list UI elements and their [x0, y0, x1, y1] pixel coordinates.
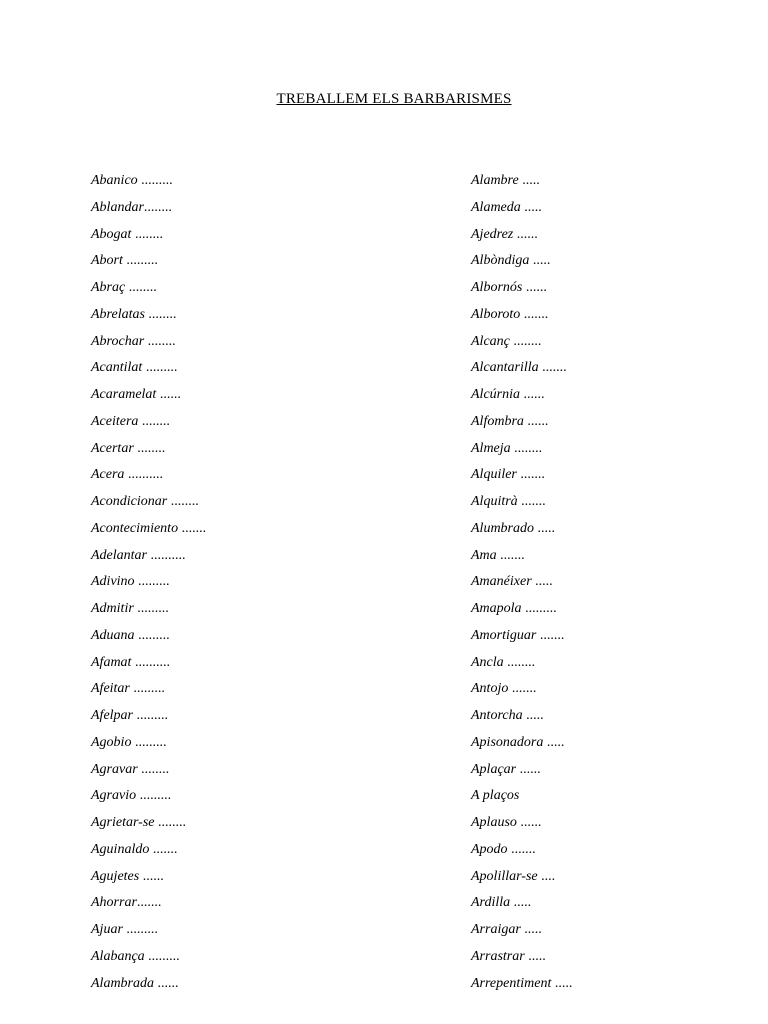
word-text: Alambrada [91, 975, 154, 991]
word-text: Aguinaldo [91, 841, 150, 857]
answer-blank-dots: ......... [144, 948, 180, 964]
answer-blank-dots: ..... [520, 199, 542, 215]
word-text: Afamat [91, 654, 132, 670]
answer-blank-dots: ......... [122, 922, 158, 937]
answer-blank-dots: ...... [154, 975, 179, 991]
word-entry [91, 920, 206, 947]
answer-blank-dots: ........ [510, 440, 543, 456]
word-text: Ajedrez [471, 226, 514, 242]
word-text: Alumbrado [471, 520, 534, 536]
word-entry [91, 492, 206, 519]
answer-blank-dots: ....... [517, 494, 546, 509]
answer-blank-dots: ..... [510, 895, 532, 911]
word-text: Albòndiga [471, 253, 530, 269]
answer-blank-dots: ......... [142, 360, 178, 376]
answer-blank-dots: ..... [534, 520, 555, 536]
answer-blank-dots: ...... [523, 413, 549, 429]
page-title: TREBALLEM ELS BARBARISMES [276, 91, 512, 107]
answer-blank-dots: ....... [507, 841, 536, 857]
word-text: Acaramelat [91, 387, 157, 402]
word-text: Alboroto [471, 306, 521, 322]
word-entry [91, 947, 206, 974]
answer-blank-dots: ..... [551, 975, 573, 991]
word-entry [91, 439, 206, 466]
word-entry [471, 546, 572, 573]
answer-blank-dots: ....... [508, 681, 537, 697]
word-entry [91, 332, 206, 359]
word-entry [91, 519, 206, 546]
word-entry [471, 465, 572, 492]
word-text: Arraigar [471, 922, 521, 937]
word-text: Acontecimiento [91, 520, 179, 536]
word-entry [91, 251, 206, 278]
word-text: Ablandar [91, 199, 144, 215]
answer-blank-dots: ........ [154, 815, 186, 830]
word-entry [91, 867, 206, 894]
word-text: Ardilla [471, 895, 511, 911]
answer-blank-dots: ...... [520, 387, 545, 402]
answer-blank-dots: ..... [518, 173, 540, 188]
answer-blank-dots: ....... [149, 841, 178, 857]
word-entry [471, 840, 572, 867]
word-entry [471, 171, 572, 198]
word-text: Acondicionar [91, 494, 168, 509]
word-entry [471, 225, 572, 252]
word-entry [471, 385, 572, 412]
word-text: Alcantarilla [471, 360, 539, 376]
answer-blank-dots: ..... [520, 922, 542, 937]
answer-blank-dots: ........ [125, 280, 157, 295]
word-entry [471, 332, 572, 359]
word-text: Agravio [91, 788, 137, 804]
word-entry [471, 251, 572, 278]
word-text: Aduana [91, 627, 135, 643]
right-word-column [471, 171, 572, 1000]
word-entry [471, 519, 572, 546]
answer-blank-dots: ....... [178, 520, 207, 536]
word-text: Abort [91, 253, 123, 269]
word-entry [471, 198, 572, 225]
answer-blank-dots: ....... [538, 360, 567, 376]
word-entry [91, 733, 206, 760]
word-entry [471, 786, 572, 813]
word-text: Admitir [91, 601, 134, 616]
word-text: Aplauso [471, 815, 517, 830]
word-text: Afelpar [91, 708, 133, 723]
word-text: Alameda [471, 199, 521, 215]
word-text: Aplaçar [471, 761, 517, 777]
word-text: Acantilat [91, 360, 143, 376]
answer-blank-dots: ....... [516, 467, 545, 483]
answer-blank-dots: ...... [513, 226, 538, 242]
answer-blank-dots: .... [537, 868, 556, 884]
word-entry [91, 653, 206, 680]
word-text: Ancla [471, 654, 504, 670]
word-text: Agobio [91, 734, 132, 750]
word-text: Ama [471, 547, 497, 563]
answer-blank-dots: ...... [522, 280, 547, 295]
word-entry [91, 840, 206, 867]
answer-blank-dots: ...... [139, 868, 164, 884]
answer-blank-dots: ......... [134, 574, 170, 590]
word-text: Alabança [91, 948, 145, 964]
answer-blank-dots: ........ [503, 654, 536, 670]
word-entry [471, 599, 572, 626]
word-entry [91, 599, 206, 626]
word-entry [91, 171, 206, 198]
word-text: Amanéixer [471, 574, 532, 590]
word-entry [91, 893, 206, 920]
word-text: Abrochar [91, 333, 145, 349]
word-text: Ajuar [91, 922, 123, 937]
answer-blank-dots: ...... [516, 815, 542, 830]
word-entry [471, 974, 572, 1001]
word-text: Alquitrà [471, 494, 518, 509]
word-entry [471, 492, 572, 519]
word-entry [471, 653, 572, 680]
word-text: Albornós [471, 280, 523, 295]
answer-blank-dots: ...... [156, 387, 181, 402]
word-text: Adelantar [91, 547, 147, 563]
word-entry [91, 225, 206, 252]
word-entry [91, 305, 206, 332]
answer-blank-dots: .......... [131, 654, 170, 670]
answer-blank-dots: .......... [124, 467, 163, 483]
word-text: Amapola [471, 601, 522, 616]
word-entry [91, 546, 206, 573]
word-text: Agravar [91, 761, 138, 777]
answer-blank-dots: ....... [536, 627, 565, 643]
word-text: Agrietar-se [91, 815, 155, 830]
word-text: Ahorrar [91, 895, 137, 911]
word-text: Alquiler [471, 467, 517, 483]
answer-blank-dots: ...... [516, 761, 541, 777]
word-entry [91, 813, 206, 840]
word-entry [471, 679, 572, 706]
word-text: Apisonadora [471, 734, 544, 750]
word-entry [471, 572, 572, 599]
answer-blank-dots: ....... [136, 895, 162, 911]
word-text: Antorcha [471, 708, 523, 723]
answer-blank-dots: ..... [522, 708, 544, 723]
word-text: Adivino [91, 574, 135, 590]
word-text: Abraç [91, 280, 126, 295]
word-text: Alfombra [471, 413, 524, 429]
answer-blank-dots: ........ [133, 440, 166, 456]
word-text: Alambre [471, 173, 519, 188]
word-entry [471, 358, 572, 385]
word-entry [471, 760, 572, 787]
word-entry [91, 198, 206, 225]
word-text: Arrepentiment [471, 975, 552, 991]
answer-blank-dots: ......... [131, 734, 167, 750]
answer-blank-dots: ......... [137, 173, 173, 188]
answer-blank-dots: ..... [529, 253, 551, 269]
word-entry [91, 572, 206, 599]
word-text: Amortiguar [471, 627, 537, 643]
word-text: Aceitera [91, 413, 139, 429]
word-text: Almeja [471, 440, 511, 456]
word-text: Alcúrnia [471, 387, 520, 402]
word-entry [91, 974, 206, 1001]
word-text: Abrelatas [91, 306, 145, 322]
word-entry [91, 278, 206, 305]
word-entry [471, 813, 572, 840]
answer-blank-dots: ....... [520, 306, 549, 322]
word-text: A plaços [471, 788, 520, 804]
answer-blank-dots: ..... [524, 948, 546, 964]
word-entry [471, 278, 572, 305]
word-entry [91, 412, 206, 439]
answer-blank-dots: ........ [144, 333, 176, 349]
word-entry [91, 679, 206, 706]
word-entry [91, 706, 206, 733]
answer-blank-dots: ........ [131, 226, 163, 242]
word-entry [471, 305, 572, 332]
answer-blank-dots: ........ [167, 494, 199, 509]
word-text: Antojo [471, 681, 509, 697]
answer-blank-dots: ......... [133, 708, 168, 723]
word-entry [471, 893, 572, 920]
answer-blank-dots: ......... [136, 788, 172, 804]
word-text: Afeitar [91, 681, 130, 697]
word-entry [471, 439, 572, 466]
word-text: Abanico [91, 173, 138, 188]
answer-blank-dots: ..... [531, 574, 553, 590]
answer-blank-dots: ......... [133, 601, 169, 616]
word-entry [471, 412, 572, 439]
answer-blank-dots: ........ [138, 413, 170, 429]
word-entry [471, 920, 572, 947]
word-entry [91, 385, 206, 412]
word-text: Abogat [91, 226, 132, 242]
word-entry [471, 867, 572, 894]
answer-blank-dots: ........ [509, 333, 542, 349]
answer-blank-dots: ........ [144, 306, 177, 322]
word-text: Apolillar-se [471, 868, 538, 884]
word-entry [91, 760, 206, 787]
word-entry [471, 947, 572, 974]
answer-blank-dots: ......... [122, 253, 158, 269]
word-entry [91, 465, 206, 492]
word-entry [91, 358, 206, 385]
answer-blank-dots: ........ [143, 199, 172, 215]
word-text: Arrastrar [471, 948, 525, 964]
word-text: Agujetes [91, 868, 140, 884]
word-text: Acertar [91, 440, 134, 456]
word-entry [471, 706, 572, 733]
answer-blank-dots: ......... [129, 681, 165, 697]
word-entry [471, 626, 572, 653]
answer-blank-dots: ..... [543, 734, 565, 750]
word-text: Acera [91, 467, 125, 483]
answer-blank-dots: ......... [134, 627, 170, 643]
answer-blank-dots: .......... [147, 547, 186, 563]
word-entry [91, 626, 206, 653]
word-text: Alcanç [471, 333, 510, 349]
answer-blank-dots: ........ [137, 761, 170, 777]
word-entry [91, 786, 206, 813]
left-word-column [91, 171, 206, 1000]
answer-blank-dots: ......... [521, 601, 557, 616]
word-text: Apodo [471, 841, 508, 857]
answer-blank-dots: ....... [496, 547, 525, 563]
word-entry [471, 733, 572, 760]
